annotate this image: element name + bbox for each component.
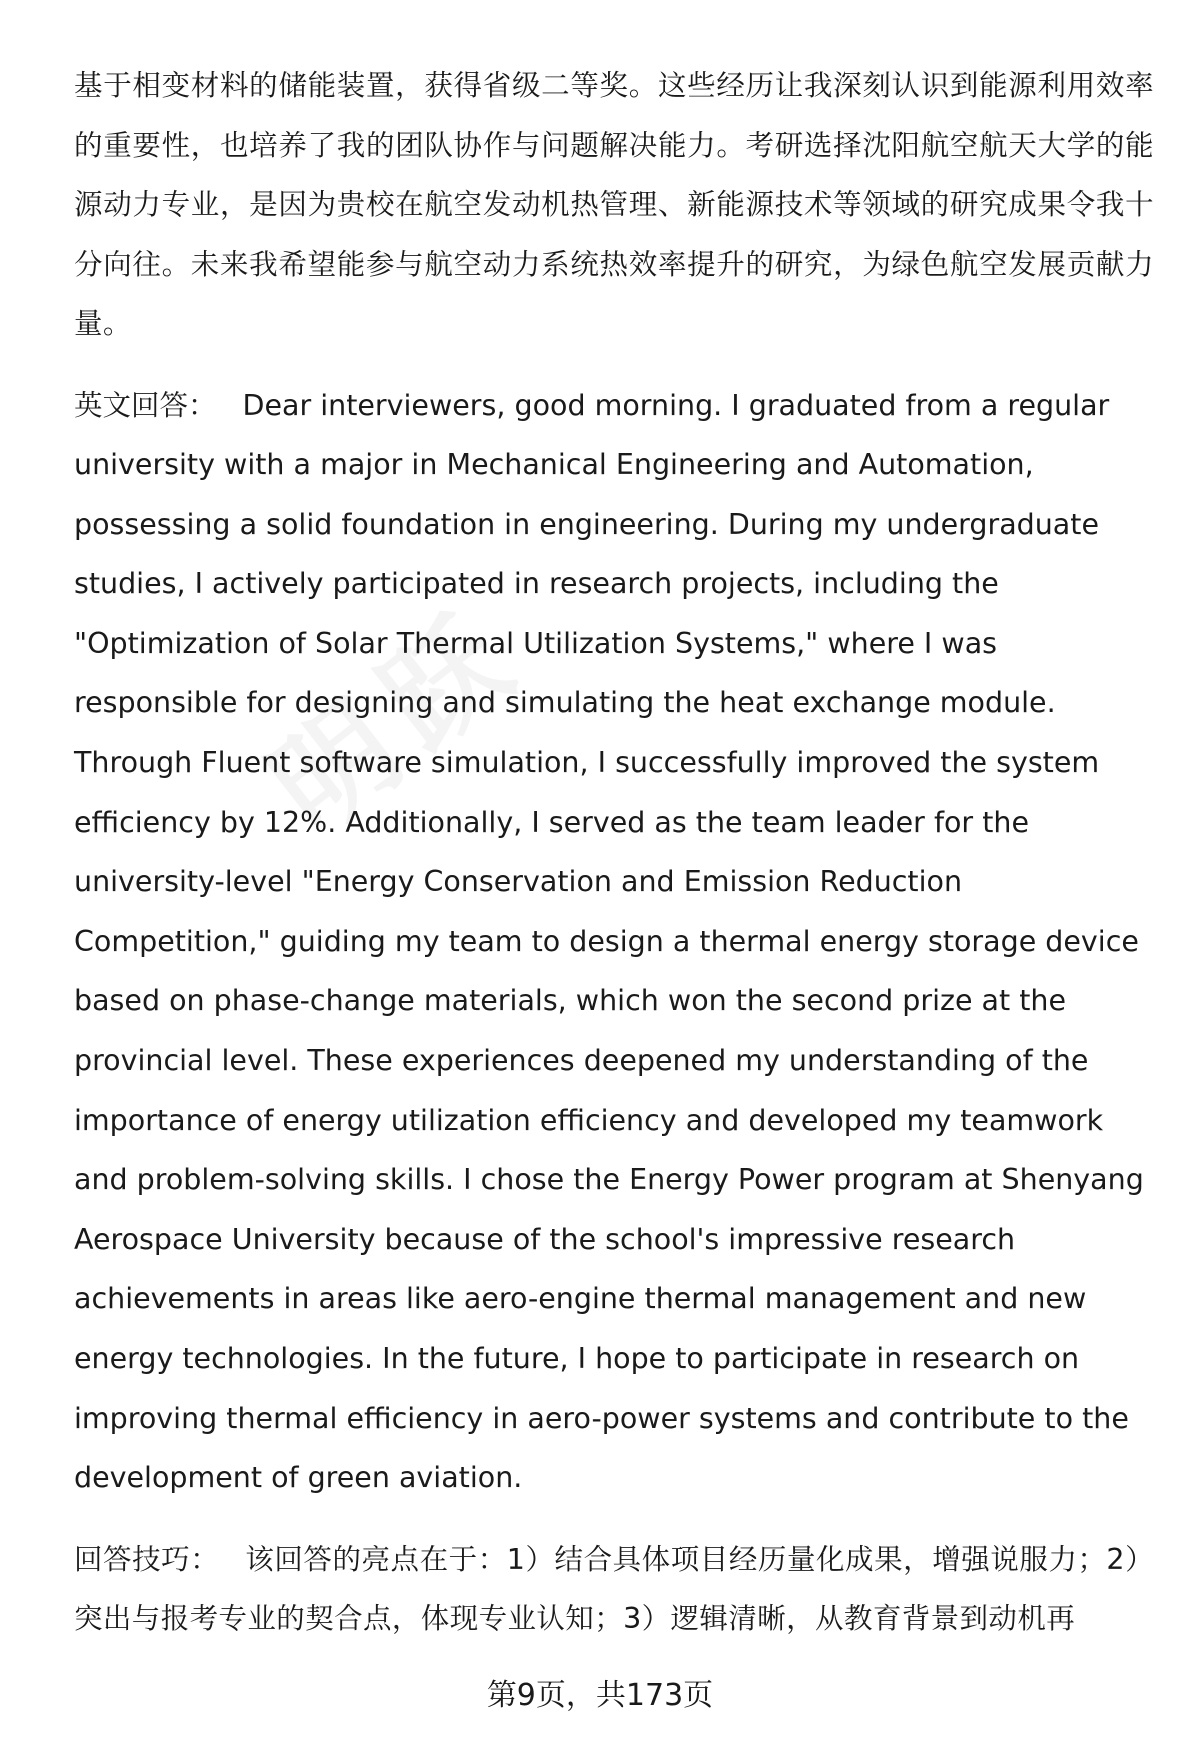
page-number-footer: 第9页，共173页 xyxy=(486,1678,714,1713)
answer-tips-text: 该回答的亮点在于：1）结合具体项目经历量化成果，增强说服力；2）突出与报考专业的契合点，体现专业认知；3）逻辑清晰，从教育背景到动机再 xyxy=(74,1542,1154,1636)
english-answer-paragraph xyxy=(74,376,1154,1508)
english-answer-label: 英文回答： xyxy=(74,388,217,422)
answer-tips-label: 回答技巧： xyxy=(74,1542,220,1576)
answer-tips-paragraph xyxy=(74,1530,1154,1649)
document-content xyxy=(74,56,1154,1649)
english-answer-text: Dear interviewers, good morning. I graduated from a regular university with a major in Mechanical Engineering and Automation, possessing a solid foundation in engineering. During my undergraduate studies, I actively participated in research projects, including the "Optimization of Solar Thermal Utilization Systems," where I was responsible for designing and simulating the heat exchange module. Through Fluent software simulation, I successfully improved the system efficiency by 12%. Additionally, I served as the team leader for the university-level "Energy Conservation and Emission Reduction Competition," guiding my team to design a thermal energy storage device based on phase-change materials, which won the second prize at the provincial level. These experiences deepened my understanding of the importance of energy utilization efficiency and developed my teamwork and problem-solving skills. I chose the Energy Power program at Shenyang Aerospace University because of the school's impressive research achievements in areas like aero-engine thermal management and new energy technologies. In the future, I hope to participate in research on improving thermal efficiency in aero-power systems and contribute to the development of green aviation. xyxy=(74,388,1144,1495)
intro-paragraph: 基于相变材料的储能装置，获得省级二等奖。这些经历让我深刻认识到能源利用效率的重要性，也培养了我的团队协作与问题解决能力。考研选择沈阳航空航天大学的能源动力专业，是因为贵校在航空发动机热管理、新能源技术等领域的研究成果令我十分向往。未来我希望能参与航空动力系统热效率提升的研究，为绿色航空发展贡献力量。 xyxy=(74,69,1154,340)
